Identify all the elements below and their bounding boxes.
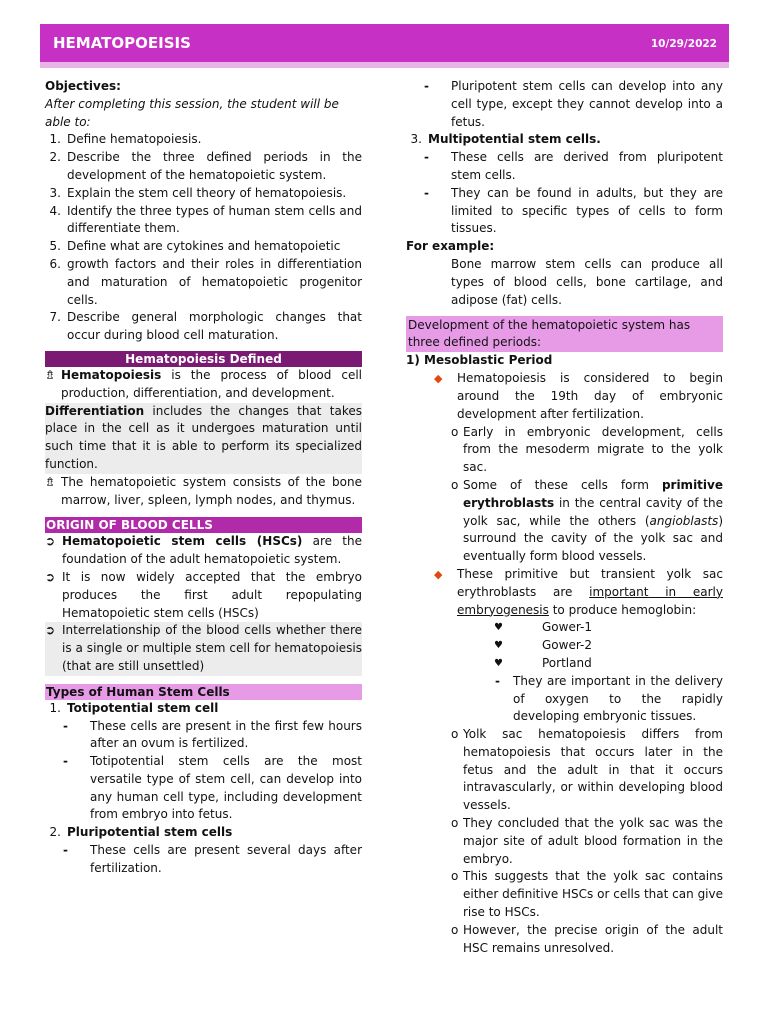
list-item: - They are important in the delivery of oxygen to the rapidly developing embryonic tissues.: [495, 673, 723, 724]
hemoglobin-list: [406, 619, 723, 672]
section-heading-development: Development of the hematopoietic system has three defined periods:: [406, 316, 723, 352]
right-column: [406, 78, 723, 957]
list-item: 6. growth factors and their roles in differentiation and maturation of hematopoietic progenitor cells.: [49, 256, 362, 307]
definition-differentiation: Differentiation includes the changes that takes place in the cell as it undergoes maturation until such time that it is able to perform its specialized function.: [45, 403, 362, 474]
objectives-intro: After completing this session, the student will be able to:: [45, 96, 339, 129]
header-strip: [40, 62, 729, 68]
stem-cell-type-heading: 3. Multipotential stem cells.: [410, 132, 601, 147]
list-item: ♥ Portland: [494, 655, 723, 673]
section-heading-hematopoiesis-defined: Hematopoiesis Defined: [45, 351, 362, 367]
list-item: o This suggests that the yolk sac contains either definitive HSCs or cells that can give rise to HSCs.: [451, 869, 723, 920]
list-item: - These cells are present in the first few hours after an ovum is fertilized.: [63, 718, 362, 751]
stem-cell-type-heading: 2. Pluripotential stem cells: [49, 825, 233, 840]
list-item: o Yolk sac hematopoiesis differs from hematopoiesis that occurs later in the fetus and the adult in that it occurs intravascularly, or within developing blood vessels.: [451, 727, 723, 813]
section-heading-types: Types of Human Stem Cells: [45, 684, 362, 700]
list-item: o However, the precise origin of the adult HSC remains unresolved.: [451, 922, 723, 955]
origin-item: ➲ Interrelationship of the blood cells whether there is a single or multiple stem cell for hematopoiesis (that are still unsettled): [45, 622, 362, 675]
list-item: 1. Define hematopoiesis.: [49, 132, 202, 147]
list-item: ♥ Gower-1: [494, 619, 723, 637]
list-item: ◆ These primitive but transient yolk sac erythroblasts are important in early embryogenesis to produce hemoglobin:: [406, 566, 723, 619]
list-item: 7. Describe general morphologic changes that occur during blood cell maturation.: [49, 310, 362, 343]
list-item: - Pluripotent stem cells can develop into any cell type, except they cannot develop into a fetus.: [424, 79, 723, 129]
list-item: ◆ Hematopoiesis is considered to begin around the 19th day of embryonic development after fertilization.: [406, 370, 723, 423]
list-item: o Some of these cells form primitive erythroblasts in the central cavity of the yolk sac, while the others (angioblasts) surround the cavity of the yolk sac and eventually form blood vessels.: [451, 477, 723, 564]
diamond-bullet-icon: ◆: [434, 567, 443, 581]
arrow-bullet-icon: ⇯: [45, 474, 56, 489]
circled-arrow-icon: ➲: [45, 623, 56, 638]
list-item: 4. Identify the three types of human stem cells and differentiate them.: [49, 203, 362, 236]
definition-hematopoiesis: ⇯ Hematopoiesis is the process of blood cell production, differentiation, and development.: [45, 367, 362, 403]
heart-bullet-icon: ♥: [494, 622, 503, 634]
origin-item: ➲ Hematopoietic stem cells (HSCs) are the foundation of the adult hematopoietic system.: [45, 533, 362, 569]
left-column: [45, 78, 362, 878]
objectives-label: Objectives:: [45, 79, 121, 93]
objectives-list: [45, 131, 362, 345]
mesoblastic-heading: 1) Mesoblastic Period: [406, 353, 553, 368]
list-item: 3. Explain the stem cell theory of hematopoiesis.: [49, 185, 347, 200]
page-title: HEMATOPOEISIS: [53, 34, 191, 52]
list-item: - These cells are present several days after fertilization.: [63, 843, 362, 875]
page-date: 10/29/2022: [650, 38, 717, 50]
list-item: 5. Define what are cytokines and hematopoietic: [49, 239, 341, 254]
list-item: o Early in embryonic development, cells from the mesoderm migrate to the yolk sac.: [451, 424, 723, 475]
list-item: - Totipotential stem cells are the most versatile type of stem cell, can develop into any human cell type, including development from embryo into fetus.: [63, 754, 362, 822]
list-item: ♥ Gower-2: [494, 637, 723, 655]
list-item: o They concluded that the yolk sac was the major site of adult blood formation in the embryo.: [451, 816, 723, 866]
list-item: - These cells are derived from pluripotent stem cells.: [424, 150, 723, 182]
heart-bullet-icon: ♥: [494, 640, 503, 652]
list-item: 2. Describe the three defined periods in the development of the hematopoietic system.: [49, 150, 362, 182]
arrow-bullet-icon: ⇯: [45, 367, 56, 382]
example-label: For example:: [406, 239, 495, 254]
heart-bullet-icon: ♥: [494, 657, 503, 669]
origin-item: ➲ It is now widely accepted that the embryo produces the first adult repopulating Hematopoietic stem cells (HSCs): [45, 569, 362, 622]
section-heading-origin: ORIGIN OF BLOOD CELLS: [45, 517, 362, 533]
diamond-bullet-icon: ◆: [434, 372, 443, 386]
example-text: Bone marrow stem cells can produce all types of blood cells, bone cartilage, and adipose (fat) cells.: [451, 256, 723, 307]
circled-arrow-icon: ➲: [45, 569, 56, 584]
list-item: - They can be found in adults, but they are limited to specific types of cells to form tissues.: [424, 185, 723, 236]
hematopoietic-system-note: ⇯ The hematopoietic system consists of the bone marrow, liver, spleen, lymph nodes, and thymus.: [45, 474, 362, 510]
circled-arrow-icon: ➲: [45, 534, 56, 549]
stem-cell-type-heading: 1. Totipotential stem cell: [49, 700, 219, 715]
